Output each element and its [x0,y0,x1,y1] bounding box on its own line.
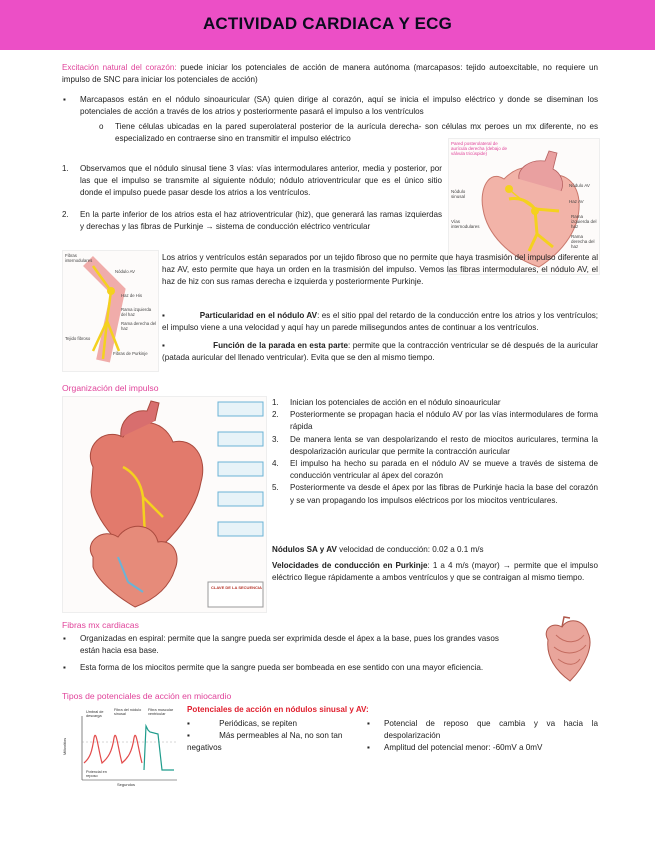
spiral-heart-illustration [536,615,598,687]
fig2-label: Rama derecha del haz [121,321,157,331]
pause-rest: : permite que la contracción ventricular se dé después de la auricular (patada auricular del llenado ventricular). Evita que se den al mismo tiempo. [162,341,599,363]
ap-left-list [187,718,347,755]
arrow-icon: → [205,222,214,232]
fig1-label: Nódulo sinusal [451,189,466,200]
bullet-marker: ▪ [63,634,66,643]
fig2-label: Haz de His [121,293,143,298]
step-2: Posteriormente se propagan hacia el nódulo AV por las vías intermodulares de forma rápida [290,410,598,432]
bullet-marker: ▪ [367,743,370,753]
his-text: En la parte inferior de los atrios esta el haz atrioventricular (hiz), que generará las ramas izquierdas y derechas y las fibras de Purkinje [80,210,442,232]
node-velocity-bold: Nódulos SA y AV [272,545,337,554]
node-velocity-rest: velocidad de conducción: 0.02 a 0.1 m/s [336,545,484,554]
purkinje-rest-end: permite que el impulso eléctrico llegue rápidamente a ambos ventrículos y que se contraigan al mismo tiempo. [272,561,598,583]
ap-left-item: Periódicas, se repiten [219,719,297,728]
ap-right-item: Amplitud del potencial menor: -60mV a 0mV [384,743,543,753]
fig1-label: Nódulo AV [569,183,590,188]
step-3: De manera lenta se van despolarizando el resto de miocitos auriculares, termina la despolarización auricular que permite la contracción auricular [290,434,598,456]
spiral-fibers-item: Organizadas en espiral: permite que la sangre pueda ser exprimida desde el ápex a la base, pues los grandes vasos están hacia esa base. [80,634,499,656]
fig1-label: Rama derecha del haz [571,234,595,250]
heart-sequence-illustration [63,397,266,612]
fig1-label: Pared posterolateral de aurícula derecha (debajo de válvula tricúspide) [451,141,508,157]
graph-label: Fibra del nódulo sinusal [114,708,142,717]
graph-xlabel: Segundos [117,782,136,787]
av-node-figure [62,250,159,372]
num-marker: 2. [62,210,69,219]
pause-function [162,340,598,364]
purkinje-rest: : 1 a 4 m/s (mayor) [427,561,503,570]
bullet-marker: ▪ [187,731,190,741]
fig2-label: Fibras de Purkinje [113,351,148,356]
graph-label: Potencial en reposo [86,770,107,779]
separation-paragraph: Los atrios y ventrículos están separados por un tejido fibroso que no permite que haya trasmisión del impulso diferente al haz AV, esto permite que haya un orden en la trasmisión del impulso. Vemos las fibras intermodulares, el nódulo AV, el haz de hiz con sus ramas derecha e izquierda y posteriormente Purkinje. [162,253,598,287]
step-1: Inician los potenciales de acción en el nódulo sinoauricular [290,398,501,407]
ap-left-item: Más permeables al Na, no son tan negativos [187,731,343,753]
item-his-bundle [80,209,442,233]
myocyte-form-item: Esta forma de los miocitos permite que la sangre pueda ser bombeada en ese sentido con una mayor eficiencia. [80,663,484,672]
av-particularity [162,310,598,334]
graph-ylabel: Milivoltios [62,737,68,756]
fig2-label: Fibras internodulares [65,253,93,263]
fig2-label: Rama izquierda del haz [121,307,152,317]
arrow-icon: → [502,561,511,570]
bullet-pacemaker: Marcapasos están en el nódulo sinoauricular (SA) quien dirige al corazón, aquí se inicia el impulso eléctrico y donde se diseminan los potenciales de acción a través de los atrios y posteriormente pasará el impulso a los ventrículos [80,95,598,117]
av-rest: : es el sitio ppal del retardo de la conducción entre los atrios y los ventrículos; el impulso viene a una velocidad y aquí hay un parede milisegundos antes de continuar a los ventrículos. [162,311,598,333]
action-potential-chart [62,708,180,790]
bullet-marker: ▪ [63,95,66,104]
pause-bold: Función de la parada en esta parte [213,341,348,350]
fig1-label: Vías internodulares [451,219,480,230]
section-heading: Excitación natural del corazón: [62,63,177,72]
bullet-sub-marker: o [99,122,104,131]
graph-label: Umbral de descarga [86,710,104,719]
ap-right-list [367,718,598,755]
fig1-label: Haz AV [569,199,584,204]
bullet-marker: ▪ [367,719,370,728]
av-bold: Particularidad en el nódulo AV [199,311,318,320]
intro-text: puede iniciar los potenciales de acción de manera autónoma (marcapasos: tejido autoexcitable, no requiere un impulso de SNC para iniciar los potenciales de acción) [62,63,598,85]
ap-right-item: Potencial de reposo que cambia y va hacia la despolarización [384,719,598,741]
spiral-heart-figure [536,615,598,687]
purkinje-velocity [272,560,598,584]
impulse-sequence-figure [62,396,267,613]
bullet-marker: ▪ [187,719,190,728]
fig2-label: Tejido fibroso [65,336,91,341]
bullet-marker: ▪ [162,341,166,350]
section-heading: Organización del impulso [62,383,159,393]
his-text-end: sistema de conducción eléctrico ventricular [213,222,371,232]
step-5: Posteriormente va desde el ápex por las fibras de Purkinje hacia la base del corazón y se van propagando los impulsos eléctricos por los miocitos ventriculares. [290,483,598,505]
action-potential-graph [62,708,180,790]
bullet-marker: ▪ [63,663,66,672]
section-heading: Fibras mx cardiacas [62,620,139,630]
graph-label: Fibra muscular ventricular [148,708,174,717]
impulse-steps: 1. Inician los potenciales de acción en el nódulo sinoauricular 2. Posteriormente se propagan hacia el nódulo AV por las vías intermodulares de forma rápida 3. De manera lenta se van despolarizando el resto de miocitos auriculares, termina la despolarización auricular que permite la contracción auricular 4. El impulso ha hecho su parada en el nódulo AV se mueve a través de sistema de conducción ventricular al ápex del corazón 5. Posteriormente va desde el ápex por las fibras de Purkinje hacia la base del corazón y se van propagando los impulsos eléctricos por los miocitos ventriculares. [272,397,598,507]
subsection-heading: Potenciales de acción en nódulos sinusal y AV: [187,705,369,714]
bullet-sub-cells: Tiene células ubicadas en la pared superolateral posterior de la aurícula derecha- son células mx peroes un mx diferente, no es especializado en contraerse sino en transmitir el impulso eléctrico [115,122,598,144]
figure-caption: CLAVE DE LA SECUENCIA [211,585,262,590]
section-heading: Tipos de potenciales de acción en miocardio [62,691,232,701]
purkinje-bold: Velocidades de conducción en Purkinje [272,561,428,570]
section-excitation-intro [62,62,598,86]
fig2-label: Nódulo AV [115,269,135,274]
bullet-marker: ▪ [162,311,166,320]
step-4: El impulso ha hecho su parada en el nódulo AV se mueve a través de sistema de conducción ventricular al ápex del corazón [290,459,598,481]
node-velocity [272,544,598,556]
num-marker: 1. [62,164,69,173]
item-three-pathways: Observamos que el nódulo sinusal tiene 3 vías: vías intermodulares anterior, media y posterior, por las que el impulso se transmite al siguiente nódulo; nódulo atrioventricular que es el único sitio donde el impulso puede pasar desde los atrios a los ventrículos. [80,164,442,198]
page-title: ACTIVIDAD CARDIACA Y ECG [202,14,453,33]
fig1-label: Rama izquierda del haz [571,214,597,230]
